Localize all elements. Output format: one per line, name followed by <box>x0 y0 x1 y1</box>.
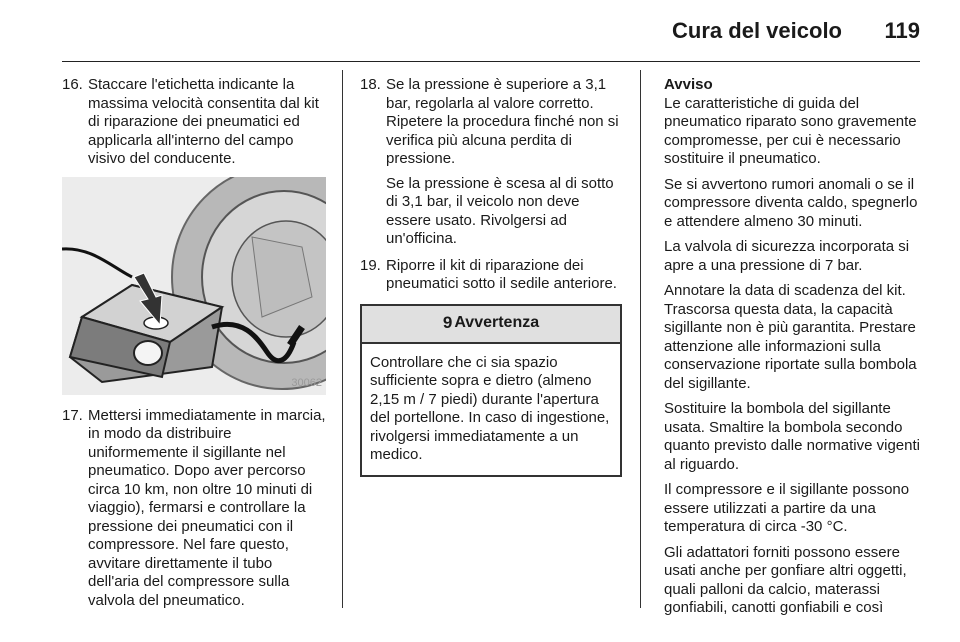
note-paragraph: Se si avvertono rumori anomali o se il compressore diventa caldo, spegnerlo e attendere almeno 30 minuti. <box>664 175 918 230</box>
warning-title: Avvertenza <box>454 314 540 332</box>
column-1 <box>62 76 326 618</box>
page-header <box>62 14 920 62</box>
note-title: Avviso <box>664 76 713 93</box>
step-18 <box>360 76 626 249</box>
note-paragraph: Il compressore e il sigillante possono essere utilizzati a partire da una temperatura di circa -30 °C. <box>664 481 910 535</box>
column-divider-1 <box>342 70 343 608</box>
note-paragraph: Le caratteristiche di guida del pneumatico riparato sono gravemente compromesse, per cui è necessario sostituire il pneumatico. <box>664 94 917 167</box>
step-19 <box>360 257 626 294</box>
warning-triangle-icon: 9 <box>442 313 453 333</box>
compressor-illustration <box>62 177 326 395</box>
step-text: Riporre il kit di riparazione dei pneumatici sotto il sedile anteriore. <box>386 256 617 292</box>
note-paragraph: Annotare la data di scadenza del kit. Trascorsa questa data, la capacità sigillante non è più garantita. Prestare attenzione alle informazioni sulla conservazione riportate sulla bombola del sigillante. <box>664 282 917 392</box>
step-text: Se la pressione è superiore a 3,1 bar, regolarla al valore corretto. Ripetere la procedura finché non si verifica più alcuna perdita di pressione. <box>386 76 619 167</box>
warning-header <box>362 306 620 344</box>
note-paragraph: Sostituire la bombola del sigillante usata. Smaltire la bombola secondo quanto previsto dalle normative vigenti al riguardo. <box>664 400 920 473</box>
step-number: 18. <box>360 76 381 93</box>
section-title: Cura del veicolo <box>672 18 842 43</box>
warning-box <box>360 304 622 477</box>
note-paragraph: La valvola di sicurezza incorporata si apre a una pressione di 7 bar. <box>664 238 910 274</box>
figure-id: 30062 <box>291 377 322 389</box>
step-number: 17. <box>62 406 83 424</box>
header-divider <box>62 61 920 62</box>
column-divider-2 <box>640 70 641 608</box>
step-number: 19. <box>360 256 381 274</box>
step-text: Mettersi immediatamente in marcia, in modo da distribuire uniformemente il sigillante nel pneumatico. Dopo aver percorso circa 10 km, non oltre 10 minuti di viaggio), fermarsi e controllare la pressione dei pneumatici con il compressore. Nel fare questo, avvitare direttamente il tubo dell'aria del compressore sulla valvola del pneumatico. <box>88 406 326 609</box>
step-number: 16. <box>62 76 83 93</box>
column-2 <box>360 76 626 477</box>
column-3 <box>664 76 922 625</box>
step-text-secondary: Se la pressione è scesa al di sotto di 3,1 bar, il veicolo non deve essere usato. Rivolgersi ad un'officina. <box>386 174 614 247</box>
warning-text: Controllare che ci sia spazio sufficiente sopra e dietro (almeno 2,15 m / 7 piedi) durante l'apertura del portellone. In caso di ingestione, rivolgersi immediatamente a un medico. <box>370 353 610 463</box>
note-paragraph: Gli adattatori forniti possono essere usati anche per gonfiare altri oggetti, quali palloni da calcio, materassi gonfiabili, canotti gonfiabili e così <box>664 543 907 616</box>
compressor-drawing <box>62 177 326 395</box>
step-text: Staccare l'etichetta indicante la massima velocità consentita dal kit di riparazione dei pneumatici ed applicarla all'interno del campo visivo del conducente. <box>88 76 319 167</box>
step-16 <box>62 76 326 169</box>
step-17 <box>62 407 326 611</box>
page-number: 119 <box>884 18 920 43</box>
